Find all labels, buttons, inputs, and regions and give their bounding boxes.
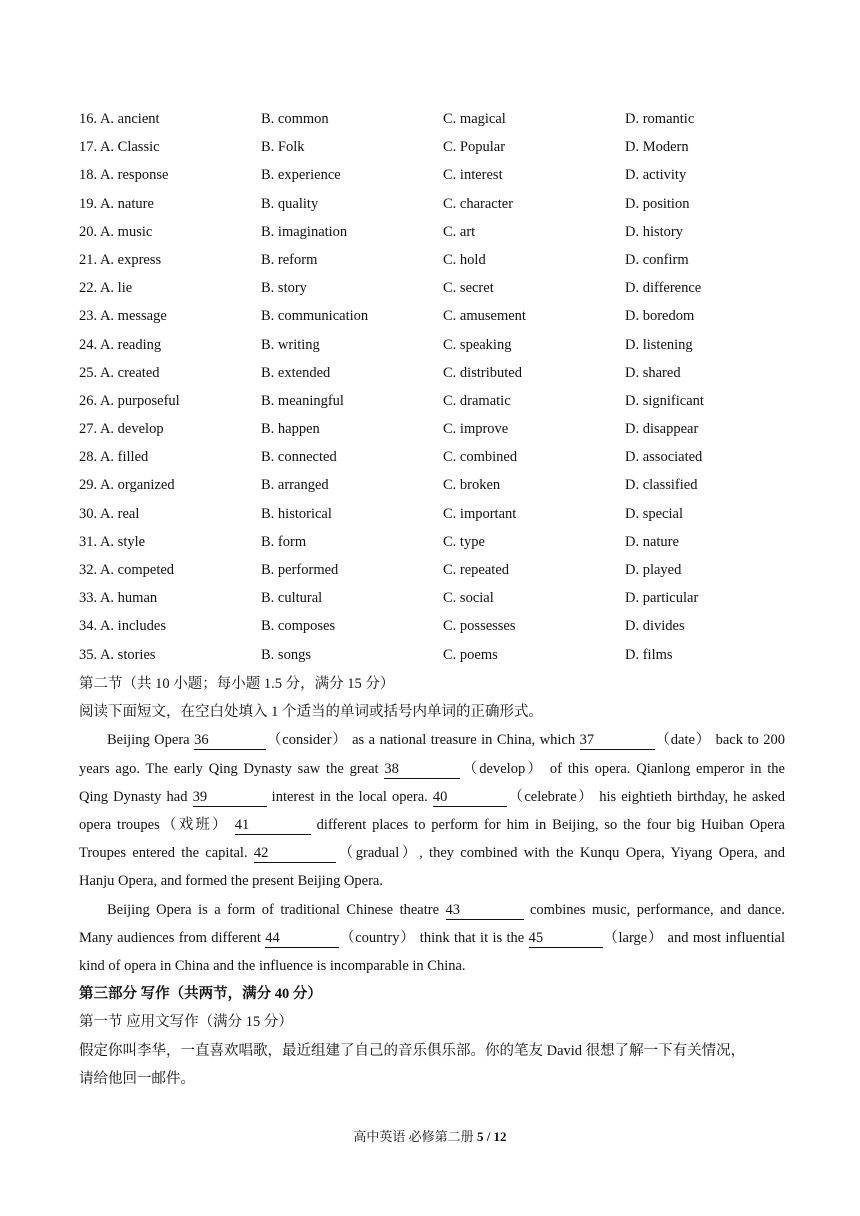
option-row bbox=[79, 250, 799, 278]
option-d: D. nature bbox=[625, 533, 679, 550]
option-row bbox=[79, 504, 799, 532]
passage-line bbox=[79, 924, 785, 952]
part3-heading: 第三部分 写作（共两节，满分 40 分） bbox=[79, 986, 322, 1003]
option-row bbox=[79, 335, 799, 363]
option-d: D. associated bbox=[625, 449, 703, 466]
section2-instruction: 阅读下面短文，在空白处填入 1 个适当的单词或括号内单词的正确形式。 bbox=[79, 704, 543, 721]
passage-line bbox=[79, 839, 785, 867]
option-b: B. meaningful bbox=[261, 392, 344, 409]
passage-text: （gradual）, they combined with the Kunqu Opera, Yiyang Opera, and bbox=[335, 845, 785, 862]
option-a: 32. A. competed bbox=[79, 562, 175, 578]
option-d: D. history bbox=[625, 223, 683, 240]
option-a: 19. A. nature bbox=[79, 195, 154, 212]
passage-text: （large） and most influential bbox=[602, 929, 785, 946]
option-d: D. position bbox=[625, 195, 690, 212]
writing-task-line: 假定你叫李华，一直喜欢唱歌，最近组建了自己的音乐俱乐部。你的笔友 David 很想了解一下有关情况， bbox=[79, 1042, 746, 1059]
option-d: D. significant bbox=[625, 392, 704, 409]
option-a: 22. A. lie bbox=[79, 280, 133, 297]
option-a: 30. A. real bbox=[79, 505, 140, 522]
option-c: C. poems bbox=[443, 646, 498, 663]
option-b: B. arranged bbox=[261, 477, 329, 494]
section2-heading: 第二节（共 10 小题；每小题 1.5 分，满分 15 分） bbox=[79, 676, 395, 692]
option-b: B. communication bbox=[261, 308, 369, 325]
passage-text: Qing Dynasty had bbox=[79, 788, 193, 805]
option-c: C. broken bbox=[443, 477, 501, 494]
passage-text: （date） back to 200 bbox=[654, 732, 785, 749]
blank-43[interactable]: 43 bbox=[446, 902, 524, 920]
passage-text: Many audiences from different bbox=[79, 929, 266, 946]
blank-36[interactable]: 36 bbox=[194, 732, 266, 750]
option-row bbox=[79, 475, 799, 503]
option-b: B. composes bbox=[261, 618, 336, 635]
option-b: B. extended bbox=[261, 364, 331, 381]
option-c: C. important bbox=[443, 505, 517, 522]
option-a: 23. A. message bbox=[79, 308, 167, 325]
passage-text: （consider） as a national treasure in China, which bbox=[266, 732, 580, 749]
option-d: D. boredom bbox=[625, 308, 695, 325]
option-a: 33. A. human bbox=[79, 590, 158, 607]
option-d: D. classified bbox=[625, 477, 698, 494]
option-row bbox=[79, 137, 799, 165]
passage-line bbox=[79, 896, 785, 924]
passage-line: kind of opera in China and the influence is incomparable in China. bbox=[79, 958, 466, 975]
passage-paragraph-2 bbox=[79, 896, 785, 981]
option-b: B. Folk bbox=[261, 139, 305, 156]
passage-text: Beijing Opera bbox=[107, 732, 195, 749]
blank-38[interactable]: 38 bbox=[384, 761, 460, 779]
passage-text: opera troupes（戏班） bbox=[79, 817, 235, 834]
option-c: C. distributed bbox=[443, 364, 522, 381]
option-c: C. dramatic bbox=[443, 392, 511, 409]
blank-40[interactable]: 40 bbox=[433, 789, 507, 807]
option-c: C. secret bbox=[443, 280, 494, 297]
option-c: C. improve bbox=[443, 421, 509, 438]
option-c: C. combined bbox=[443, 449, 518, 466]
option-b: B. historical bbox=[261, 505, 332, 522]
option-row bbox=[79, 109, 799, 137]
option-a: 31. A. style bbox=[79, 533, 146, 550]
passage-line bbox=[79, 811, 785, 839]
option-row bbox=[79, 447, 799, 475]
option-c: C. hold bbox=[443, 251, 486, 268]
option-c: C. repeated bbox=[443, 562, 510, 578]
option-a: 35. A. stories bbox=[79, 646, 156, 663]
option-d: D. particular bbox=[625, 590, 699, 607]
option-row bbox=[79, 532, 799, 560]
passage-paragraph-1 bbox=[79, 726, 785, 895]
option-c: C. Popular bbox=[443, 139, 506, 156]
option-c: C. art bbox=[443, 223, 476, 240]
option-d: D. Modern bbox=[625, 139, 689, 156]
passage-line bbox=[79, 755, 785, 783]
body-text bbox=[79, 670, 785, 1093]
option-a: 25. A. created bbox=[79, 364, 160, 381]
option-d: D. played bbox=[625, 562, 682, 578]
option-d: D. listening bbox=[625, 336, 693, 353]
passage-text: （country） think that it is the bbox=[339, 929, 529, 946]
option-c: C. character bbox=[443, 195, 514, 212]
option-d: D. difference bbox=[625, 280, 702, 297]
page-footer bbox=[0, 1126, 860, 1145]
option-b: B. happen bbox=[261, 421, 320, 438]
option-c: C. speaking bbox=[443, 336, 512, 353]
blank-41[interactable]: 41 bbox=[235, 817, 311, 835]
footer-label: 高中英语 必修第二册 bbox=[353, 1129, 477, 1144]
option-d: D. shared bbox=[625, 364, 681, 381]
option-d: D. divides bbox=[625, 618, 685, 635]
option-row bbox=[79, 194, 799, 222]
option-d: D. special bbox=[625, 505, 683, 522]
option-c: C. amusement bbox=[443, 308, 526, 325]
option-row bbox=[79, 363, 799, 391]
option-row bbox=[79, 391, 799, 419]
option-a: 24. A. reading bbox=[79, 336, 162, 353]
option-b: B. imagination bbox=[261, 223, 348, 240]
option-b: B. performed bbox=[261, 562, 339, 578]
option-b: B. form bbox=[261, 533, 307, 550]
option-row bbox=[79, 222, 799, 250]
option-a: 34. A. includes bbox=[79, 618, 166, 635]
option-c: C. social bbox=[443, 590, 494, 607]
option-a: 18. A. response bbox=[79, 167, 169, 184]
passage-text: （celebrate） his eightieth birthday, he asked bbox=[506, 788, 785, 805]
passage-text: （develop） of this opera. Qianlong emperor in the bbox=[460, 760, 785, 777]
passage-line bbox=[79, 726, 785, 754]
option-row bbox=[79, 165, 799, 193]
option-row bbox=[79, 645, 799, 673]
page-number: 5 / 12 bbox=[476, 1129, 507, 1144]
option-d: D. disappear bbox=[625, 421, 699, 438]
passage-line: Hanju Opera, and formed the present Beijing Opera. bbox=[79, 873, 383, 890]
option-b: B. common bbox=[261, 111, 329, 127]
option-row bbox=[79, 616, 799, 644]
passage-text: Troupes entered the capital. bbox=[79, 845, 254, 862]
passage-text: different places to perform for him in Beijing, so the four big Huiban Opera bbox=[310, 817, 785, 834]
blank-44[interactable]: 44 bbox=[265, 930, 339, 948]
passage-text: combines music, performance, and dance. bbox=[523, 901, 785, 918]
part3-section1-heading: 第一节 应用文写作（满分 15 分） bbox=[79, 1014, 293, 1031]
option-a: 28. A. filled bbox=[79, 449, 149, 466]
writing-task-line: 请给他回一邮件。 bbox=[79, 1070, 195, 1087]
option-row bbox=[79, 419, 799, 447]
option-a: 29. A. organized bbox=[79, 477, 175, 494]
option-a: 26. A. purposeful bbox=[79, 392, 180, 409]
option-b: B. connected bbox=[261, 449, 337, 466]
passage-line bbox=[79, 783, 785, 811]
option-row bbox=[79, 278, 799, 306]
option-c: C. magical bbox=[443, 111, 506, 127]
option-a: 16. A. ancient bbox=[79, 111, 160, 127]
option-c: C. type bbox=[443, 533, 485, 550]
option-d: D. confirm bbox=[625, 251, 689, 268]
option-a: 27. A. develop bbox=[79, 421, 164, 438]
option-b: B. songs bbox=[261, 646, 311, 663]
option-b: B. reform bbox=[261, 251, 318, 268]
option-a: 21. A. express bbox=[79, 251, 162, 268]
blank-45[interactable]: 45 bbox=[529, 930, 603, 948]
option-a: 17. A. Classic bbox=[79, 139, 160, 156]
blank-39[interactable]: 39 bbox=[193, 789, 267, 807]
option-b: B. story bbox=[261, 280, 307, 297]
option-d: D. romantic bbox=[625, 111, 695, 127]
passage-text: Beijing Opera is a form of traditional Chinese theatre bbox=[107, 901, 446, 918]
option-row bbox=[79, 560, 799, 588]
option-c: C. possesses bbox=[443, 618, 516, 635]
options-table bbox=[79, 109, 799, 673]
blank-42[interactable]: 42 bbox=[254, 845, 336, 863]
option-row bbox=[79, 306, 799, 334]
option-d: D. films bbox=[625, 646, 673, 663]
option-b: B. writing bbox=[261, 336, 320, 353]
option-row bbox=[79, 588, 799, 616]
passage-text: years ago. The early Qing Dynasty saw the great bbox=[79, 760, 385, 777]
blank-37[interactable]: 37 bbox=[580, 732, 655, 750]
option-a: 20. A. music bbox=[79, 223, 153, 240]
option-b: B. experience bbox=[261, 167, 341, 184]
option-b: B. cultural bbox=[261, 590, 323, 607]
option-d: D. activity bbox=[625, 167, 687, 184]
option-c: C. interest bbox=[443, 167, 503, 184]
passage-text: interest in the local opera. bbox=[266, 788, 433, 805]
option-b: B. quality bbox=[261, 195, 319, 212]
